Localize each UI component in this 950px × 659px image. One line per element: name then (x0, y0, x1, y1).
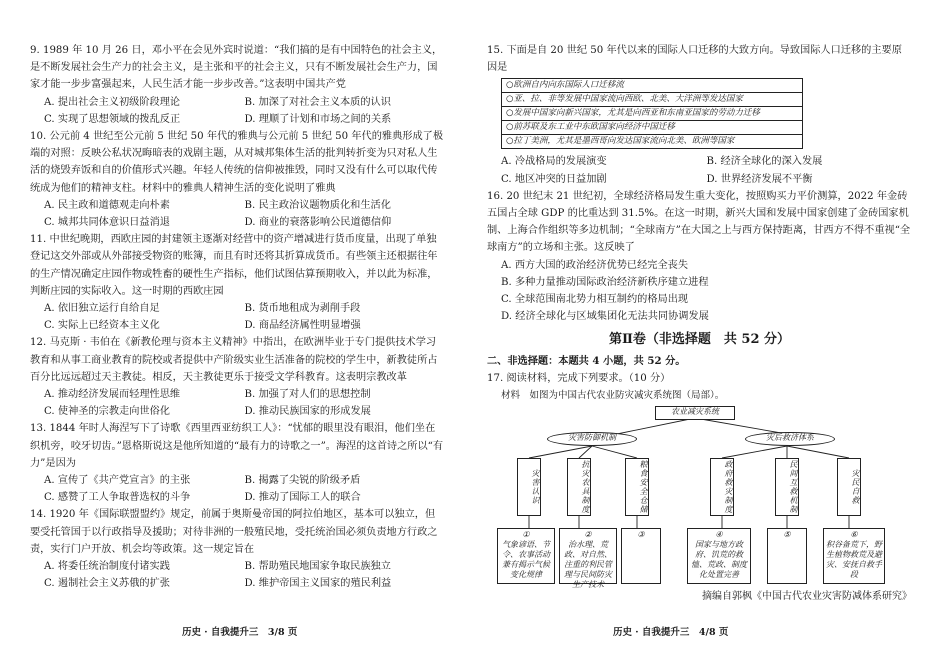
question-stem: 12. 马克斯 · 韦伯在《新教伦理与资本主义精神》中指出，在欧洲毕业于专门提供技术学习教育和从事工商业教育的院校或者提供中产阶级实业生活准备的院校的学生中，新教徒所占百分比远远超过天主教徒。相反，天主教徒更乐于接受文学科教育。这表明宗教改革 (30, 337, 438, 383)
leaf-node (823, 528, 885, 584)
leaf-number: ⑥ (850, 530, 858, 540)
option-a: A. 将委任统治制度付诸实践 (44, 561, 170, 573)
option-d: D. 理顺了计划和市场之间的关系 (244, 113, 392, 125)
option-a: A. 冷战格局的发展演变 (501, 156, 607, 168)
question-stem: 13. 1844 年时人海涅写下了诗歌《西里西亚纺织工人》：“忧郁的眼里没有眼泪，他们坐在织机旁，咬牙切齿。”恩格斯说这是他所知道的“最有力的诗歌之一”。海涅的这首诗之所以“有力”是因为 (30, 423, 444, 469)
left-branch-node: 灾害防御机制 (547, 432, 637, 446)
option-c: C. 遏制社会主义苏俄的扩张 (44, 578, 170, 590)
question-17 (487, 370, 912, 606)
question-stem: 14. 1920 年《国际联盟盟约》规定，前属于奥斯曼帝国的阿拉伯地区，基本可以独立，但要受托管国于以行政指导及援助；对待非洲的一般殖民地，受托统治国必须负责地方行政之责，实行门户开放、机会均等政策。这一规定旨在 (30, 509, 438, 555)
category-node: 抗灾农具制度 (567, 458, 591, 516)
question-15 (487, 42, 912, 188)
leaf-number: ① (522, 530, 530, 540)
question-10 (30, 128, 445, 231)
options (487, 257, 912, 326)
list-item: ○亚、拉、非等发展中国家流向西欧、北美、大洋洲等发达国家 (502, 93, 802, 107)
options (30, 558, 445, 592)
right-page (475, 0, 950, 659)
option-d: D. 维护帝国主义国家的殖民利益 (244, 578, 392, 590)
option-b: B. 帮助殖民地国家争取民族独立 (244, 561, 391, 573)
leaf-text: 国家与地方政府、饥荒的救恤、荒政、制度化处置完善 (691, 540, 747, 580)
options (487, 153, 912, 187)
option-b: B. 加深了对社会主义本质的认识 (244, 96, 391, 108)
material-text: 材料 如图为中国古代农业防灾减灾系统图（局部）。 (501, 390, 725, 402)
option-d: D. 推动民族国家的形成发展 (244, 406, 371, 418)
page-footer: 历史 · 自我提升三 3/8 页 (182, 627, 298, 638)
option-c: C. 地区冲突的日益加剧 (501, 173, 607, 185)
option-c: C. 感赞了工人争取普选权的斗争 (44, 492, 191, 504)
question-9 (30, 42, 445, 128)
leaf-text: 气象谚语、节令、农事活动兼有揭示气候变化规律 (502, 540, 550, 580)
option-b: B. 货币地租成为剥削手段 (244, 303, 361, 315)
option-c: C. 实现了思想领域的拨乱反正 (44, 113, 181, 125)
leaf-text: 积谷备荒下，野生植物救荒及避灾、安抚自救手段 (826, 540, 882, 580)
category-node: 粮食安全仓储 (625, 458, 649, 516)
option-d: D. 世界经济发展不平衡 (706, 173, 813, 185)
option-a: A. 提出社会主义初级阶段理论 (44, 96, 181, 108)
question-stem: 11. 中世纪晚期，西欧庄园的封建领主逐渐对经营中的资产增减进行货币度量，出现了单独登记这交外部或从外部接受物资的账簿，而且有时还将其折算成货币。有些领主还根据往年的生产情况确定庄园作物或牲畜的硬性生产指标，他们试图估算预期收入，并以此为标准，判断庄园的实际收入。这一时期的西欧庄园 (30, 234, 438, 297)
section-subtitle: 二、非选择题：本题共 4 小题，共 52 分。 (487, 354, 686, 367)
options (30, 472, 445, 506)
question-16 (487, 188, 912, 326)
option-c: C. 全球范围南北势力相互制约的格局出现 (501, 294, 689, 306)
question-13 (30, 420, 445, 506)
option-a: A. 西方大国的政治经济优势已经完全丧失 (501, 259, 689, 271)
leaf-node (497, 528, 555, 584)
leaf-node (687, 528, 751, 584)
option-a: A. 民主政和道德观走向朴素 (44, 199, 170, 211)
migration-list-box (501, 78, 803, 149)
option-a: A. 依旧独立运行自给自足 (44, 303, 160, 315)
question-stem: 15. 下面是自 20 世纪 50 年代以来的国际人口迁移的大致方向。导致国际人口迁移的主要原因是 (487, 45, 902, 74)
option-a: A. 推动经济发展而轻理性思维 (44, 389, 181, 401)
diagram-caption: 摘编自郭枫《中国古代农业灾害防减体系研究》 (702, 591, 912, 603)
options (30, 94, 445, 128)
question-14 (30, 506, 445, 592)
question-12 (30, 334, 445, 420)
option-d: D. 推动了国际工人的联合 (244, 492, 361, 504)
option-b: B. 民主政治议题物质化和生活化 (244, 199, 391, 211)
question-stem: 16. 20 世纪末 21 世纪初，全球经济格局发生重大变化，按照购买力平价测算，2022 年金砖五国占全球 GDP 的比重达到 31.5%。在这一时期，新兴大国和发展中国家创建了金砖国家机制、上海合作组织等多边机制；“全球南方”在大国之上与西方保持距离，甘西方不得不重视“全球南方”的立场和主张。这反映了 (487, 190, 911, 254)
right-column (487, 42, 912, 605)
question-11 (30, 231, 445, 334)
root-node: 农业减灾系统 (655, 406, 735, 420)
leaf-number: ④ (715, 530, 723, 540)
list-item: ○欧洲自内向东国际人口迁移流 (502, 79, 802, 93)
leaf-number: ⑤ (783, 530, 791, 540)
leaf-number: ② (584, 530, 592, 540)
leaf-number: ③ (637, 530, 645, 540)
options (30, 386, 445, 420)
option-b: B. 揭露了尖锐的阶级矛盾 (244, 475, 361, 487)
category-node: 灾害认识 (517, 458, 541, 516)
leaf-node (621, 528, 661, 584)
leaf-node (767, 528, 807, 584)
option-d: D. 经济全球化与区域集团化无法共同协调发展 (501, 311, 709, 323)
disaster-system-diagram (487, 406, 907, 590)
option-c: C. 城邦共同体意识日益消退 (44, 217, 170, 229)
leaf-text: 治水理、荒政、对自然、注重的利民管理与民间防灾生产技术 (564, 540, 612, 590)
question-stem: 17. 阅读材料，完成下列要求。（10 分） (487, 372, 671, 384)
page-footer: 历史 · 自我提升三 4/8 页 (613, 627, 729, 638)
list-item: ○拉丁美洲，尤其是墨西哥向发达国家流向北美、欧洲等国家 (506, 136, 735, 147)
option-d: D. 商业的衰落影响公民道德信仰 (244, 217, 392, 229)
option-d: D. 商品经济属性明显增强 (244, 320, 361, 332)
list-item: ○前苏联及东工业中东欧国家向经济中国迁移 (502, 121, 802, 135)
option-c: C. 实际上已经资本主义化 (44, 320, 160, 332)
options (30, 300, 445, 334)
option-b: B. 经济全球化的深入发展 (706, 156, 823, 168)
list-item: ○发展中国家向新兴国家，尤其是向西亚和东南亚国家的劳动力迁移 (502, 107, 802, 121)
category-node: 政府救灾制度 (710, 458, 734, 516)
category-node: 灾民自救 (837, 458, 861, 516)
options (30, 197, 445, 231)
right-branch-node: 灾后救济体系 (745, 432, 835, 446)
section-title: 第Ⅱ卷（非选择题 共 52 分） (608, 332, 791, 348)
option-a: A. 宣传了《共产党宣言》的主张 (44, 475, 191, 487)
category-node: 民间互救机制 (775, 458, 799, 516)
leaf-node (559, 528, 617, 590)
option-c: C. 使神圣的宗教走向世俗化 (44, 406, 170, 418)
question-stem: 10. 公元前 4 世纪至公元前 5 世纪 50 年代的雅典与公元前 5 世纪 50 年代的雅典形成了极端的对照：反映公私状况晦暗表的戏剧主题，从对城邦集体生活的批判转折变为只对私人生活的烧毁弃饭和自的价值形式兴趣。年轻人传统的信仰被推毁，同时又没有什么可以取代传统成为他们的精神支柱。材料中的雅典人精神生活的变化说明了雅典 (30, 131, 444, 194)
question-stem: 9. 1989 年 10 月 26 日，邓小平在会见外宾时说道：“我们搞的是有中国特色的社会主义，是不断发展社会生产力的社会主义，是主张和平的社会主义，只有不断发展社会生产力，国家才能一步步富强起来，人民生活才能一步步改善。”这表明中国共产党 (30, 45, 443, 91)
left-column (30, 42, 445, 593)
option-b: B. 多种力量推动国际政治经济新秩序建立进程 (501, 276, 709, 288)
option-b: B. 加强了对人们的思想控制 (244, 389, 371, 401)
